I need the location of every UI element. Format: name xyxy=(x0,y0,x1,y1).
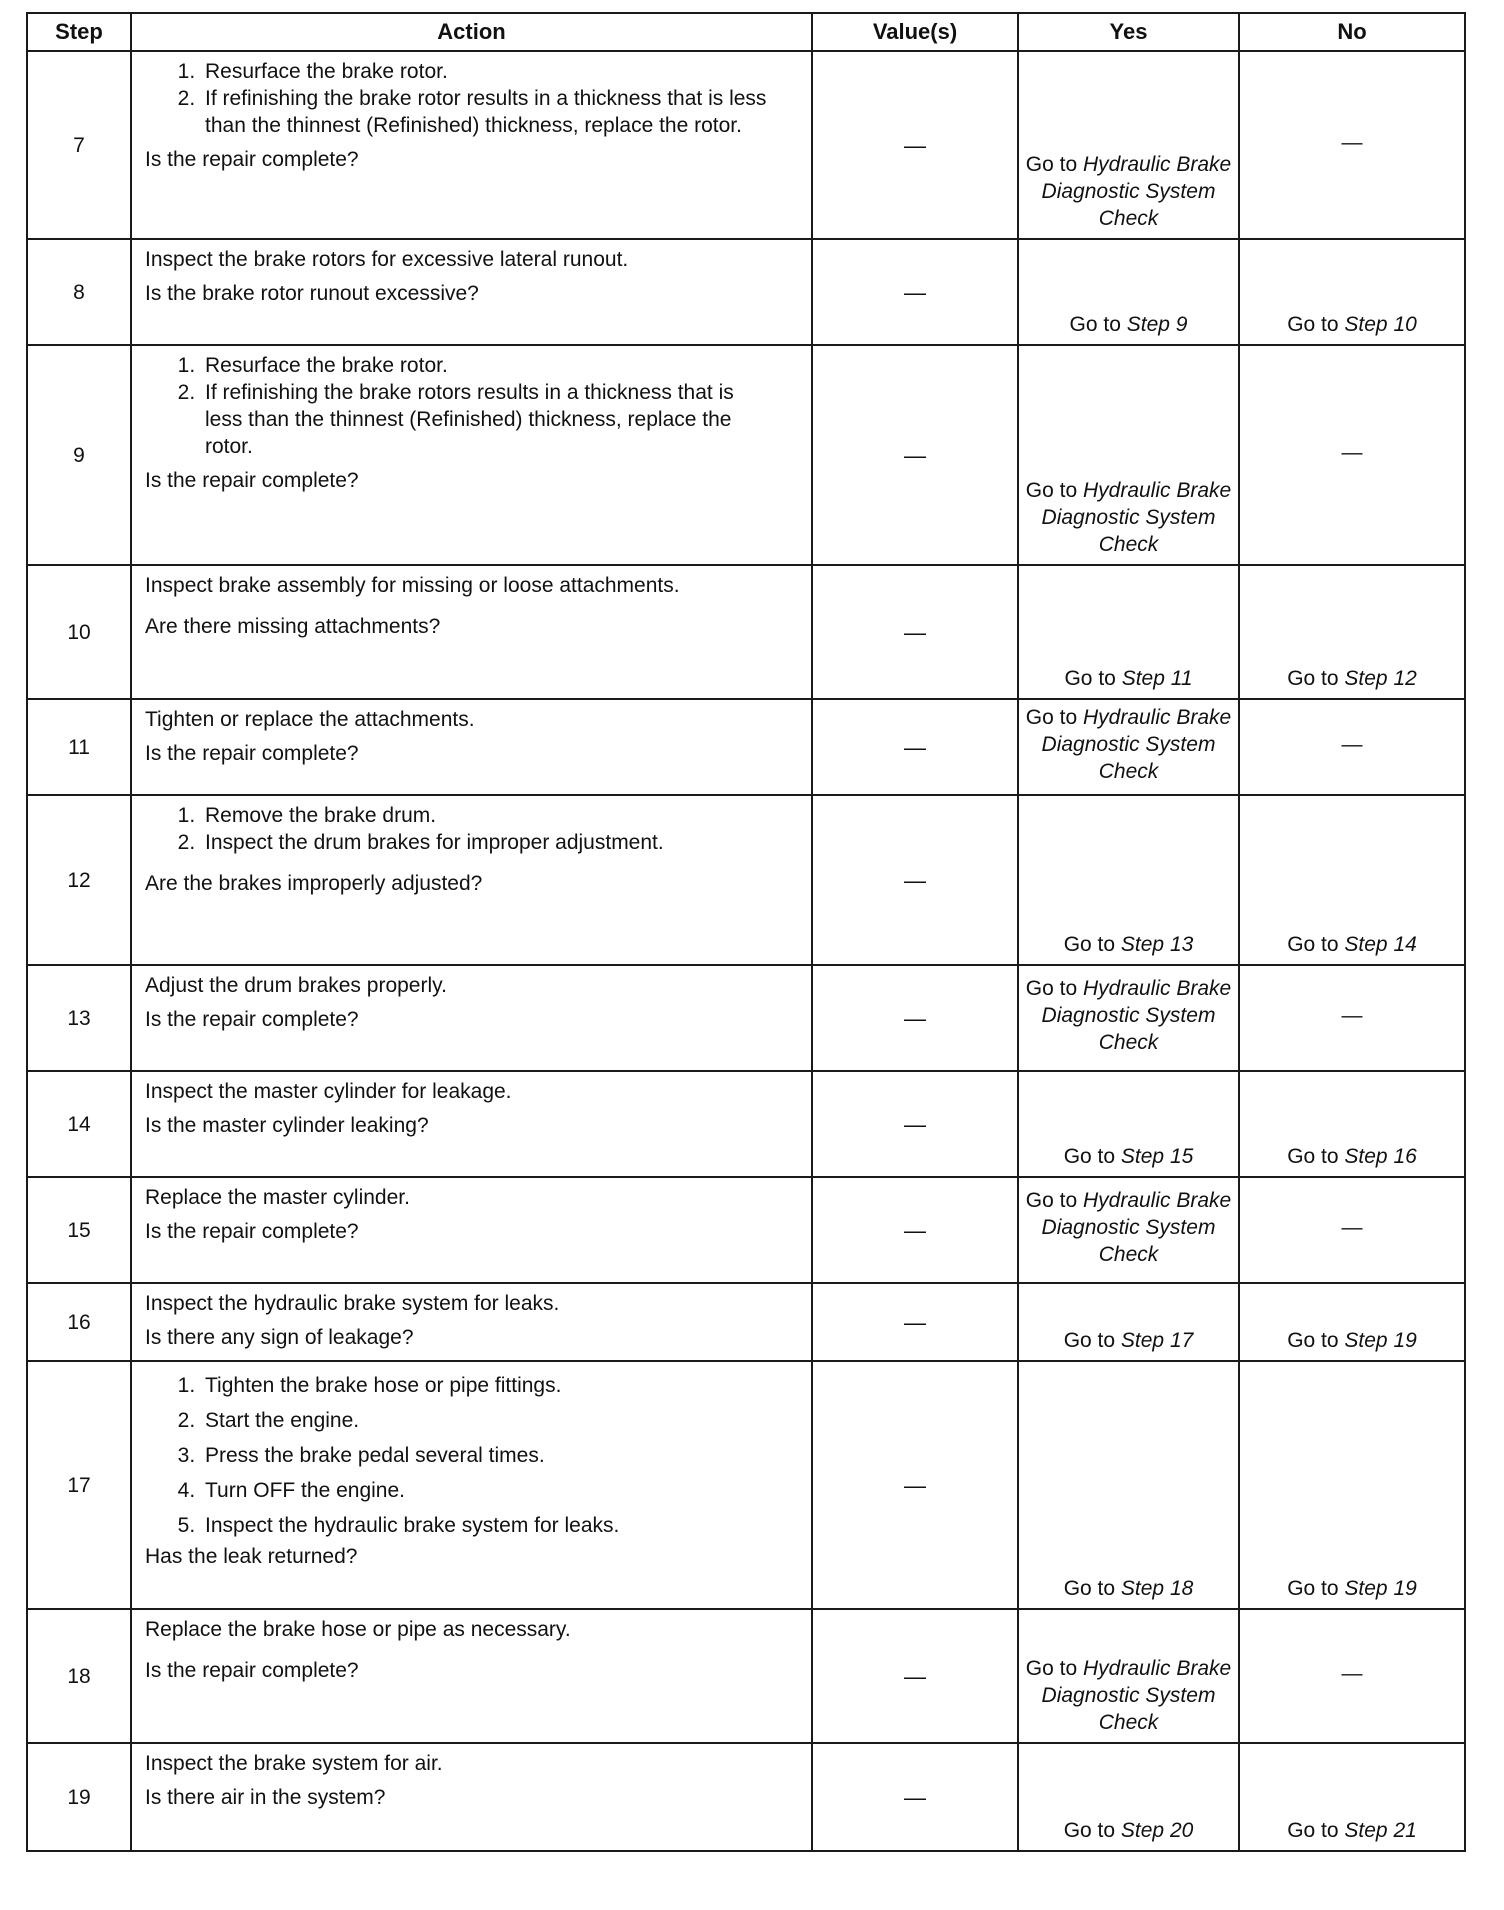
yes-link[interactable]: Step 20 xyxy=(1120,1819,1194,1842)
step-number: 12 xyxy=(27,795,131,965)
step-number: 7 xyxy=(27,51,131,239)
action-text: Inspect the hydraulic brake system for leaks. xyxy=(145,1292,560,1315)
no-link[interactable]: Step 21 xyxy=(1344,1819,1417,1842)
action-list-item: 3. Press the brake pedal several times. xyxy=(201,1438,801,1473)
action-question: Is there any sign of leakage? xyxy=(145,1326,414,1349)
action-question: Is the brake rotor runout excessive? xyxy=(145,282,479,305)
action-list-item: 5. Inspect the hydraulic brake system for leaks. xyxy=(201,1508,801,1543)
action-cell xyxy=(131,51,812,239)
action-list-item: 4. Turn OFF the engine. xyxy=(201,1473,801,1508)
no-link[interactable]: Step 16 xyxy=(1344,1145,1417,1168)
value-cell: — xyxy=(812,51,1018,239)
yes-link[interactable]: Hydraulic Brake Diagnostic System Check xyxy=(1041,153,1232,230)
no-cell: Go to Step 10 xyxy=(1239,239,1465,345)
yes-cell: Go to Hydraulic Brake Diagnostic System Check xyxy=(1018,1609,1239,1743)
action-list-item: 2. If refinishing the brake rotor results in a thickness that is less than the thinnest (Refinished) thickness, replace the rotor. xyxy=(201,85,801,139)
yes-cell: Go to Step 17 xyxy=(1018,1283,1239,1361)
value-cell: — xyxy=(812,965,1018,1071)
action-question: Is the repair complete? xyxy=(145,742,359,765)
column-header-values: Value(s) xyxy=(812,13,1018,51)
action-list xyxy=(145,802,801,856)
value-cell: — xyxy=(812,239,1018,345)
step-number: 8 xyxy=(27,239,131,345)
table-row xyxy=(27,345,1465,565)
action-list-item: 1. Resurface the brake rotor. xyxy=(201,58,801,85)
column-header-action: Action xyxy=(131,13,812,51)
no-link[interactable]: Step 19 xyxy=(1344,1329,1417,1352)
action-question: Is the repair complete? xyxy=(145,148,359,171)
no-link[interactable]: Step 10 xyxy=(1344,313,1417,336)
action-question: Has the leak returned? xyxy=(145,1545,358,1568)
action-cell xyxy=(131,565,812,699)
no-cell: Go to Step 12 xyxy=(1239,565,1465,699)
table-row xyxy=(27,565,1465,699)
no-link[interactable]: Step 14 xyxy=(1344,933,1417,956)
table-row xyxy=(27,51,1465,239)
column-header-step: Step xyxy=(27,13,131,51)
table-row xyxy=(27,1177,1465,1283)
step-number: 9 xyxy=(27,345,131,565)
step-number: 15 xyxy=(27,1177,131,1283)
no-link[interactable]: Step 19 xyxy=(1344,1577,1417,1600)
action-text: Tighten or replace the attachments. xyxy=(145,708,475,731)
no-cell: — xyxy=(1239,345,1465,565)
value-cell: — xyxy=(812,795,1018,965)
action-cell xyxy=(131,1071,812,1177)
no-cell: Go to Step 14 xyxy=(1239,795,1465,965)
action-question: Is there air in the system? xyxy=(145,1786,386,1809)
no-cell: — xyxy=(1239,965,1465,1071)
value-cell: — xyxy=(812,1177,1018,1283)
action-text: Inspect the brake system for air. xyxy=(145,1752,443,1775)
yes-link[interactable]: Step 11 xyxy=(1121,667,1193,690)
yes-link[interactable]: Step 17 xyxy=(1120,1329,1194,1352)
column-header-no: No xyxy=(1239,13,1465,51)
column-header-yes: Yes xyxy=(1018,13,1239,51)
value-cell: — xyxy=(812,1283,1018,1361)
no-cell: Go to Step 19 xyxy=(1239,1283,1465,1361)
yes-link[interactable]: Hydraulic Brake Diagnostic System Check xyxy=(1041,976,1232,1054)
step-number: 16 xyxy=(27,1283,131,1361)
table-row xyxy=(27,699,1465,795)
action-list xyxy=(145,352,801,460)
action-question: Are there missing attachments? xyxy=(145,615,441,638)
table-row xyxy=(27,239,1465,345)
action-text: Adjust the drum brakes properly. xyxy=(145,974,447,997)
action-text: Inspect the brake rotors for excessive lateral runout. xyxy=(145,248,629,271)
yes-cell: Go to Hydraulic Brake Diagnostic System Check xyxy=(1018,345,1239,565)
yes-link[interactable]: Hydraulic Brake Diagnostic System Check xyxy=(1041,705,1232,783)
action-list-item: 2. If refinishing the brake rotors results in a thickness that is less than the thinnest (Refinished) thickness, replace the rotor. xyxy=(201,379,761,460)
value-cell: — xyxy=(812,1743,1018,1851)
action-list-item: 2. Inspect the drum brakes for improper adjustment. xyxy=(201,829,801,856)
table-row xyxy=(27,1361,1465,1609)
yes-cell: Go to Step 20 xyxy=(1018,1743,1239,1851)
table-header-row xyxy=(27,13,1465,51)
yes-cell: Go to Hydraulic Brake Diagnostic System Check xyxy=(1018,51,1239,239)
value-cell: — xyxy=(812,1071,1018,1177)
action-cell xyxy=(131,1609,812,1743)
table-row xyxy=(27,795,1465,965)
no-cell: Go to Step 21 xyxy=(1239,1743,1465,1851)
step-number: 14 xyxy=(27,1071,131,1177)
yes-cell: Go to Step 18 xyxy=(1018,1361,1239,1609)
action-cell xyxy=(131,1743,812,1851)
diagnostic-table-page xyxy=(26,12,1464,1852)
action-list xyxy=(145,1368,801,1543)
yes-link[interactable]: Step 15 xyxy=(1120,1145,1194,1168)
yes-cell: Go to Step 15 xyxy=(1018,1071,1239,1177)
step-number: 10 xyxy=(27,565,131,699)
step-number: 11 xyxy=(27,699,131,795)
action-list-item: 1. Remove the brake drum. xyxy=(201,802,801,829)
table-row xyxy=(27,1071,1465,1177)
action-question: Is the repair complete? xyxy=(145,1008,359,1031)
action-cell xyxy=(131,965,812,1071)
value-cell: — xyxy=(812,699,1018,795)
action-text: Replace the master cylinder. xyxy=(145,1186,410,1209)
no-cell: — xyxy=(1239,699,1465,795)
step-number: 18 xyxy=(27,1609,131,1743)
table-row xyxy=(27,1743,1465,1851)
action-list xyxy=(145,58,801,139)
yes-cell: Go to Step 13 xyxy=(1018,795,1239,965)
action-cell xyxy=(131,699,812,795)
table-row xyxy=(27,1609,1465,1743)
value-cell: — xyxy=(812,1609,1018,1743)
action-question: Is the repair complete? xyxy=(145,469,359,492)
yes-link[interactable]: Step 18 xyxy=(1120,1577,1194,1600)
no-cell: Go to Step 16 xyxy=(1239,1071,1465,1177)
yes-link[interactable]: Hydraulic Brake Diagnostic System Check xyxy=(1041,479,1232,556)
yes-link[interactable]: Hydraulic Brake Diagnostic System Check xyxy=(1041,1188,1232,1266)
yes-cell: Go to Hydraulic Brake Diagnostic System Check xyxy=(1018,965,1239,1071)
step-number: 13 xyxy=(27,965,131,1071)
action-list-item: 1. Tighten the brake hose or pipe fittings. xyxy=(201,1368,801,1403)
action-cell xyxy=(131,1361,812,1609)
yes-link[interactable]: Hydraulic Brake Diagnostic System Check xyxy=(1041,1657,1232,1734)
yes-link[interactable]: Step 13 xyxy=(1120,933,1194,956)
action-text: Inspect brake assembly for missing or loose attachments. xyxy=(145,574,680,597)
yes-cell: Go to Hydraulic Brake Diagnostic System Check xyxy=(1018,699,1239,795)
action-question: Is the repair complete? xyxy=(145,1659,359,1682)
action-question: Is the master cylinder leaking? xyxy=(145,1114,429,1137)
table-row xyxy=(27,965,1465,1071)
no-cell: — xyxy=(1239,1609,1465,1743)
action-cell xyxy=(131,1283,812,1361)
action-list-item: 1. Resurface the brake rotor. xyxy=(201,352,761,379)
yes-cell: Go to Hydraulic Brake Diagnostic System Check xyxy=(1018,1177,1239,1283)
diagnostic-table xyxy=(26,12,1466,1852)
yes-cell: Go to Step 9 xyxy=(1018,239,1239,345)
yes-cell: Go to Step 11 xyxy=(1018,565,1239,699)
action-cell xyxy=(131,1177,812,1283)
no-cell: Go to Step 19 xyxy=(1239,1361,1465,1609)
action-question: Is the repair complete? xyxy=(145,1220,359,1243)
action-text: Inspect the master cylinder for leakage. xyxy=(145,1080,512,1103)
step-number: 19 xyxy=(27,1743,131,1851)
value-cell: — xyxy=(812,1361,1018,1609)
yes-link[interactable]: Step 9 xyxy=(1126,313,1188,336)
value-cell: — xyxy=(812,345,1018,565)
action-list-item: 2. Start the engine. xyxy=(201,1403,801,1438)
no-link[interactable]: Step 12 xyxy=(1344,667,1417,690)
no-cell: — xyxy=(1239,1177,1465,1283)
action-cell xyxy=(131,239,812,345)
table-row xyxy=(27,1283,1465,1361)
step-number: 17 xyxy=(27,1361,131,1609)
action-cell xyxy=(131,345,812,565)
action-question: Are the brakes improperly adjusted? xyxy=(145,872,483,895)
action-cell xyxy=(131,795,812,965)
no-cell: — xyxy=(1239,51,1465,239)
value-cell: — xyxy=(812,565,1018,699)
action-text: Replace the brake hose or pipe as necessary. xyxy=(145,1618,571,1641)
